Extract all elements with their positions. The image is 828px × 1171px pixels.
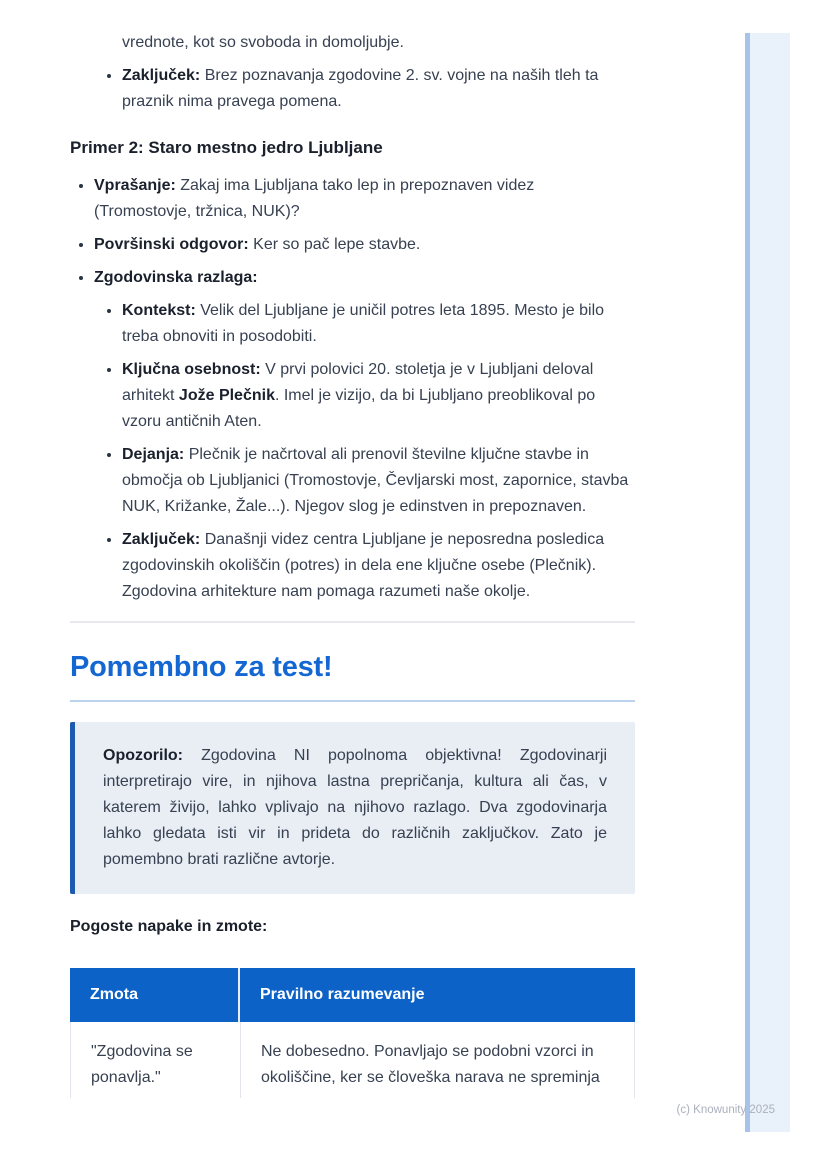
- list-item: [122, 357, 635, 435]
- list-item-text: Plečnik je načrtoval ali prenovil številne ključne stavbe in območja ob Ljubljanici (Tromostovje, Čevljarski most, zapornice, stavba NUK, Križanke, Žale...). Njegov slog je edinstven in prepoznaven.: [122, 446, 629, 515]
- table-cell-razumevanje: Ne dobesedno. Ponavljajo se podobni vzorci in okoliščine, ker se človeška narava ne spreminja: [261, 1043, 600, 1086]
- list-item-text: Zakaj ima Ljubljana tako lep in prepoznaven videz (Tromostovje, tržnica, NUK)?: [94, 177, 535, 220]
- list-item-label: Površinski odgovor:: [94, 236, 249, 253]
- warning-callout: [70, 722, 635, 894]
- list-item-label: Zaključek:: [122, 531, 201, 548]
- primer2-sub-list: [94, 298, 635, 605]
- list-item: [94, 265, 635, 605]
- list-item-label: Vprašanje:: [94, 177, 176, 194]
- inline-bold-text: Jože Plečnik: [178, 387, 275, 404]
- mistakes-heading: Pogoste napake in zmote:: [70, 918, 268, 935]
- primer2-list: [70, 173, 635, 605]
- primer2-heading: Primer 2: Staro mestno jedro Ljubljane: [70, 138, 383, 157]
- list-item-text: V prvi polovici 20. stoletja je v Ljubljani deloval arhitekt: [122, 361, 594, 404]
- section-divider: [70, 621, 635, 623]
- list-item-text: Brez poznavanja zgodovine 2. sv. vojne na naših tleh ta praznik nima pravega pomena.: [122, 67, 599, 110]
- list-item-text: Današnji videz centra Ljubljane je neposredna posledica zgodovinskih okoliščin (potres) in dela ene ključne osebe (Plečnik). Zgodovina arhitekture nam pomaga razumeti naše okolje.: [122, 531, 605, 600]
- comparison-table: [70, 968, 635, 1098]
- table-header-row: [70, 968, 635, 1022]
- list-item-text: . Imel je vizijo, da bi Ljubljano preoblikoval po vzoru antičnih Aten.: [122, 387, 596, 430]
- list-item: [122, 527, 635, 605]
- list-item: [122, 298, 635, 350]
- list-item-text: Velik del Ljubljane je uničil potres leta 1895. Mesto je bilo treba obnoviti in posodobiti.: [122, 302, 605, 345]
- list-item: [94, 173, 635, 225]
- list-item: [122, 63, 635, 115]
- list-item-label: Zgodovinska razlaga:: [94, 269, 258, 286]
- table-header-cell-razumevanje: Pravilno razumevanje: [260, 986, 425, 1003]
- table-cell-zmota: "Zgodovina se ponavlja.": [71, 1022, 241, 1098]
- table-row: [70, 1022, 635, 1098]
- right-margin-stripe: [745, 33, 790, 1132]
- page-watermark: (c) Knowunity 2025: [676, 1104, 775, 1116]
- document-content: [70, 30, 635, 1098]
- callout-text: Zgodovina NI popolnoma objektivna! Zgodovinarji interpretirajo vire, in njihova lastna prepričanja, kultura ali čas, v katerem živijo, lahko vplivajo na njihovo razlago. Dva zgodovinarja lahko gledata isti vir in prideta do različnih zaključkov. Zato je pomembno brati različne avtorje.: [103, 747, 607, 868]
- list-item-label: Kontekst:: [122, 302, 196, 319]
- list-item-label: Zaključek:: [122, 67, 201, 84]
- list-item-text: Ker so pač lepe stavbe.: [248, 236, 421, 253]
- table-header-cell-zmota: Zmota: [70, 968, 240, 1022]
- callout-label: Opozorilo:: [103, 747, 183, 764]
- list-item: [122, 442, 635, 520]
- list-item-continuation-text: vrednote, kot so svoboda in domoljubje.: [122, 34, 404, 51]
- list-item: [94, 232, 635, 258]
- section-heading: Pomembno za test!: [70, 649, 635, 702]
- list-item-label: Dejanja:: [122, 446, 185, 463]
- list-item-label: Ključna osebnost:: [122, 361, 261, 378]
- fragment-sub-list: [70, 63, 635, 115]
